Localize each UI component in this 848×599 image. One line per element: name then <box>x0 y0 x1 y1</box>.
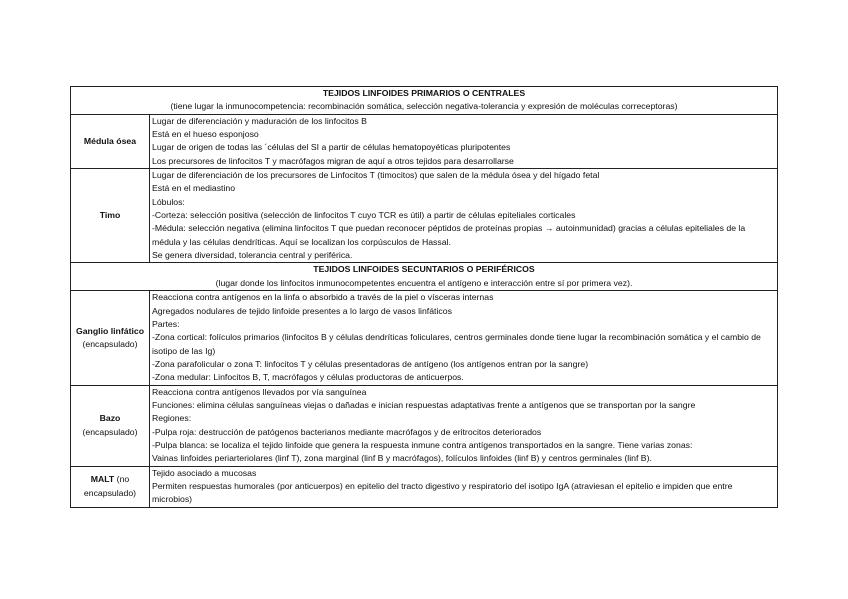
bazo-label: Bazo <box>99 413 121 424</box>
ganglio-sublabel: (encapsulado) <box>82 338 138 349</box>
lymphoid-tissue-table <box>70 86 778 508</box>
bazo-sublabel: (encapsulado) <box>82 426 138 437</box>
ganglio-line: -Zona cortical: folículos primarios (linfocitos B y células dendríticas foliculares, centros germinales donde tiene lugar la recombinación somática y el cambio de isotipo de las Ig) <box>152 332 761 356</box>
malt-label-cell <box>71 466 150 507</box>
bazo-line: Regiones: <box>152 413 192 424</box>
medula-line: Los precursores de linfocitos T y macrófagos migran de aquí a otros tejidos para desarrollarse <box>152 155 514 166</box>
bazo-line: Reacciona contra antígenos llevados por vía sanguínea <box>152 386 367 397</box>
ganglio-line: Reacciona contra antígenos en la linfa o absorbido a través de la piel o vísceras internas <box>152 292 494 303</box>
ganglio-label: Ganglio linfático <box>75 325 145 336</box>
ganglio-line: -Zona medular: Linfocitos B, T, macrófagos y células productoras de anticuerpos. <box>152 372 464 383</box>
bazo-line: -Pulpa blanca: se localiza el tejido linfoide que genera la respuesta inmune contra antígenos transportados en la sangre. Tiene varias zonas: <box>152 439 693 450</box>
bazo-line: Vainas linfoides periarteriolares (linf T), zona marginal (linf B y macrófagos), folículos linfoides (linf B) y centros germinales (linf B). <box>152 453 652 464</box>
timo-line: Está en el mediastino <box>152 183 236 194</box>
timo-line: Se genera diversidad, tolerancia central y periférica. <box>152 250 353 261</box>
bazo-row <box>71 385 778 466</box>
primary-header-cell <box>71 87 778 115</box>
primary-header-row <box>71 87 778 115</box>
medula-line: Lugar de origen de todas las ´células del SI a partir de células hematopoyéticas pluripotentes <box>152 142 511 153</box>
timo-line: -Corteza: selección positiva (selección de linfocitos T cuyo TCR es útil) a partir de células epiteliales corticales <box>152 210 576 221</box>
secondary-subtitle: (lugar donde los linfocitos inmunocompetentes encuentra el antígeno e interacción entre sí por primera vez). <box>215 277 633 288</box>
malt-line: Tejido asociado a mucosas <box>152 467 257 478</box>
primary-subtitle: (tiene lugar la inmunocompetencia: recombinación somática, selección negativa-tolerancia y expresión de moléculas correceptoras) <box>170 101 678 112</box>
bazo-line: -Pulpa roja: destrucción de patógenos bacterianos mediante macrófagos y de eritrocitos deteriorados <box>152 426 542 437</box>
medula-label: Médula ósea <box>83 135 137 146</box>
secondary-header-row <box>71 263 778 291</box>
medula-content-cell <box>150 114 778 168</box>
medula-row <box>71 114 778 168</box>
primary-title: TEJIDOS LINFOIDES PRIMARIOS O CENTRALES <box>322 88 526 98</box>
bazo-line: Funciones: elimina células sanguíneas viejas o dañadas e inician respuestas adaptativas frente a antígenos que se transportan por la sangre <box>152 399 696 410</box>
ganglio-line: Agregados nodulares de tejido linfoide presentes a lo largo de vasos linfáticos <box>152 305 452 316</box>
secondary-title: TEJIDOS LINFOIDES SECUNTARIOS O PERIFÉRICOS <box>313 264 535 275</box>
ganglio-label-cell <box>71 291 150 385</box>
timo-content-cell <box>150 169 778 263</box>
ganglio-line: Partes: <box>152 318 180 329</box>
ganglio-line: -Zona parafolicular o zona T: linfocitos T y células presentadoras de antígeno (los antígenos entran por la sangre) <box>152 358 589 369</box>
malt-content-cell <box>150 466 778 507</box>
secondary-header-cell <box>71 263 778 291</box>
ganglio-row <box>71 291 778 385</box>
timo-label-cell <box>71 169 150 263</box>
bazo-content-cell <box>150 385 778 466</box>
malt-line: Permiten respuestas humorales (por anticuerpos) en epitelio del tracto digestivo y respiratorio del isotipo IgA (atraviesan el epitelio e impiden que entre microbios) <box>152 480 733 505</box>
malt-row <box>71 466 778 507</box>
medula-line: Está en el hueso esponjoso <box>152 129 259 140</box>
medula-label-cell <box>71 114 150 168</box>
timo-row <box>71 169 778 263</box>
timo-label: Timo <box>99 210 121 221</box>
malt-sublabel: (no encapsulado) <box>83 474 137 498</box>
timo-line: -Médula: selección negativa (elimina linfocitos T que puedan reconocer péptidos de proteínas propias → autoinmunidad) gracias a células epiteliales de la médula y las células dendríticas. Aquí se localizan los corpúsculos de Hassal. <box>152 223 746 247</box>
ganglio-content-cell <box>150 291 778 385</box>
timo-line: Lóbulos: <box>152 196 185 207</box>
timo-line: Lugar de diferenciación de los precursores de Linfocitos T (timocitos) que salen de la médula ósea y del hígado fetal <box>152 170 600 181</box>
malt-label: MALT <box>90 474 115 485</box>
bazo-label-cell <box>71 385 150 466</box>
medula-line: Lugar de diferenciación y maduración de los linfocitos B <box>152 115 367 126</box>
